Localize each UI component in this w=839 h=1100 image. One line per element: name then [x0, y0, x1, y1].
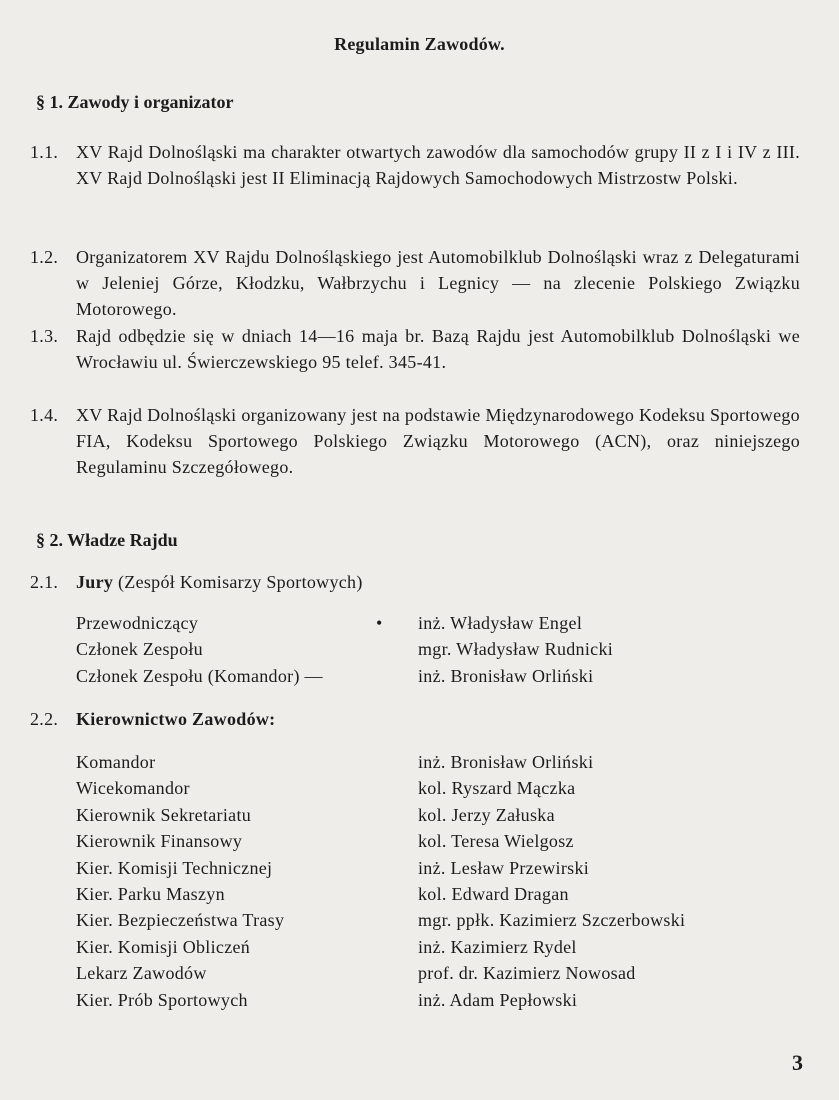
management-role: Lekarz Zawodów: [76, 963, 207, 984]
management-row: [76, 752, 816, 778]
jury-row: [76, 613, 816, 639]
section-1-heading: § 1. Zawody i organizator: [36, 92, 234, 112]
paragraph-text: Rajd odbędzie się w dniach 14—16 maja br. Bazą Rajdu jest Automobilklub Dolnośląski we Wrocławiu ul. Świerczewskiego 95 telef. 345-41.: [76, 326, 800, 372]
management-role: Kierownik Finansowy: [76, 831, 243, 852]
management-name: kol. Ryszard Mączka: [418, 778, 576, 799]
management-row: [76, 858, 816, 884]
paragraph-text: XV Rajd Dolnośląski ma charakter otwartych zawodów dla samochodów grupy II z I i IV z III. XV Rajd Dolnośląski jest II Eliminacją Rajdowych Samochodowych Mistrzostw Polski.: [76, 142, 800, 188]
management-role: Kier. Prób Sportowych: [76, 989, 248, 1010]
management-role: Kier. Parku Maszyn: [76, 883, 225, 904]
management-name: kol. Teresa Wielgosz: [418, 831, 574, 852]
management-row: [76, 805, 816, 831]
jury-row: [76, 666, 816, 692]
management-name: mgr. ppłk. Kazimierz Szczerbowski: [418, 910, 686, 931]
jury-label: Jury: [76, 572, 114, 592]
management-name: prof. dr. Kazimierz Nowosad: [418, 963, 636, 984]
paragraph-number: 1.2.: [30, 247, 59, 267]
paragraph-1-1: [30, 139, 800, 191]
jury-name: mgr. Władysław Rudnicki: [418, 639, 614, 660]
management-row: [76, 910, 816, 936]
jury-name: inż. Bronisław Orliński: [418, 665, 594, 686]
management-role: Wicekomandor: [76, 778, 190, 799]
jury-list: [76, 613, 816, 692]
management-name: inż. Kazimierz Rydel: [418, 936, 577, 957]
jury-separator: •: [376, 613, 383, 633]
jury-role: Członek Zespołu (Komandor) —: [76, 665, 323, 686]
paragraph-text: Organizatorem XV Rajdu Dolnośląskiego jest Automobilklub Dolnośląski wraz z Delegaturami w Jeleniej Górze, Kłodzku, Wałbrzychu i Legnicy — na zlecenie Polskiego Związku Motorowego.: [76, 247, 800, 319]
management-role: Komandor: [76, 752, 156, 772]
management-row: [76, 963, 816, 989]
management-role: Kier. Komisji Technicznej: [76, 857, 273, 878]
paragraph-1-2: [30, 244, 800, 322]
management-role: Kier. Bezpieczeństwa Trasy: [76, 910, 285, 931]
management-role: Kier. Komisji Obliczeń: [76, 936, 251, 957]
management-heading: [30, 709, 275, 730]
jury-subtitle: (Zespół Komisarzy Sportowych): [113, 572, 363, 592]
management-row: [76, 990, 816, 1016]
paragraph-number: 1.4.: [30, 405, 59, 425]
management-name: inż. Adam Pepłowski: [418, 989, 578, 1010]
paragraph-number: 2.2.: [30, 709, 59, 729]
jury-row: [76, 639, 816, 665]
paragraph-1-3: [30, 323, 800, 375]
jury-name: inż. Władysław Engel: [418, 613, 583, 633]
jury-role: Członek Zespołu: [76, 639, 203, 660]
management-row: [76, 884, 816, 910]
paragraph-1-4: [30, 402, 800, 480]
paragraph-number: 1.3.: [30, 326, 59, 346]
page-number: 3: [792, 1050, 803, 1075]
paragraph-number: 1.1.: [30, 142, 59, 162]
management-row: [76, 937, 816, 963]
management-name: inż. Lesław Przewirski: [418, 857, 590, 878]
section-2-heading: § 2. Władze Rajdu: [36, 530, 178, 550]
jury-heading: [30, 572, 363, 593]
management-role: Kierownik Sekretariatu: [76, 804, 252, 825]
management-name: kol. Edward Dragan: [418, 883, 569, 904]
management-row: [76, 831, 816, 857]
management-name: inż. Bronisław Orliński: [418, 752, 594, 772]
management-list: [76, 752, 816, 1016]
management-label: Kierownictwo Zawodów:: [76, 709, 276, 729]
jury-role: Przewodniczący: [76, 613, 199, 633]
management-row: [76, 778, 816, 804]
paragraph-number: 2.1.: [30, 572, 59, 592]
paragraph-text: XV Rajd Dolnośląski organizowany jest na podstawie Międzynarodowego Kodeksu Sportowego FIA, Kodeksu Sportowego Polskiego Związku Motorowego (ACN), oraz niniejszego Regulaminu Szczegółowego.: [76, 405, 800, 477]
management-name: kol. Jerzy Załuska: [418, 804, 555, 825]
page-title: Regulamin Zawodów.: [334, 34, 505, 54]
